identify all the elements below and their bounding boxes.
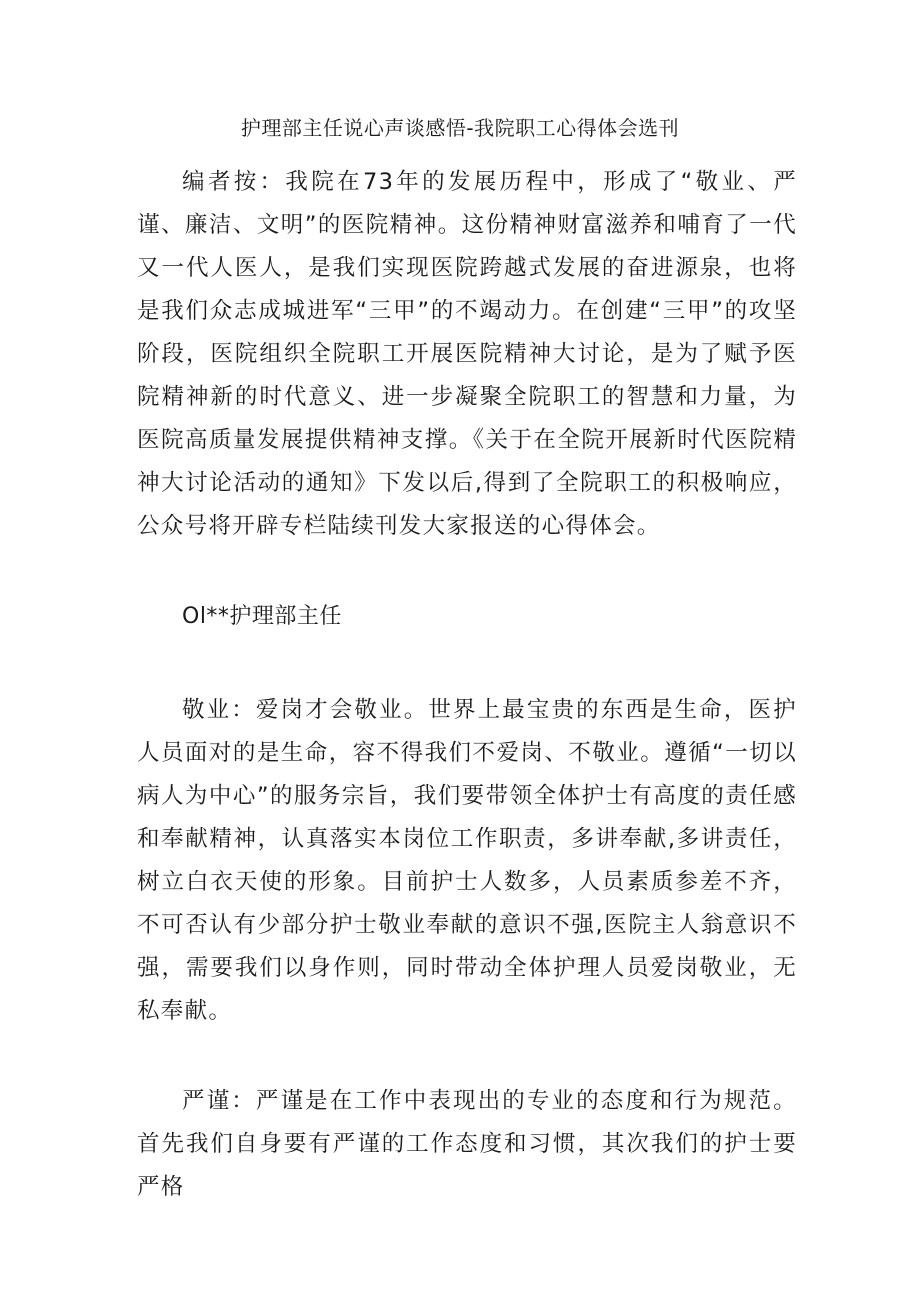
document-title: 护理部主任说心声谈感悟-我院职工心得体会选刊 [240,116,680,140]
author-line: Ol**护理部主任 [182,604,342,629]
editor-note-paragraph: 编者按：我院在73年的发展历程中，形成了“敬业、严谨、廉洁、文明”的医院精神。这份精神财富滋养和哺育了一代又一代人医人，是我们实现医院跨越式发展的奋进源泉，也将是我们众志成城进军“三甲”的不竭动力。在创建“三甲”的攻坚阶段，医院组织全院职工开展医院精神大讨论，是为了赋予医院精神新的时代意义、进一步凝聚全院职工的智慧和力量，为医院高质量发展提供精神支撑。《关于在全院开展新时代医院精神大讨论活动的通知》下发以后,得到了全院职工的积极响应，公众号将开辟专栏陆续刊发大家报送的心得体会。 [137,169,797,539]
dedication-paragraph: 敬业：爱岗才会敬业。世界上最宝贵的东西是生命，医护人员面对的是生命，容不得我们不爱岗、不敬业。遵循“一切以病人为中心”的服务宗旨，我们要带领全体护士有高度的责任感和奉献精神，认真落实本岗位工作职责，多讲奉献,多讲责任，树立白衣天使的形象。目前护士人数多，人员素质参差不齐，不可否认有少部分护士敬业奉献的意识不强,医院主人翁意识不强，需要我们以身作则，同时带动全体护理人员爱岗敬业，无私奉献。 [137,697,797,1024]
rigor-paragraph: 严谨：严谨是在工作中表现出的专业的态度和行为规范。首先我们自身要有严谨的工作态度和习惯，其次我们的护士要严格 [137,1088,797,1200]
